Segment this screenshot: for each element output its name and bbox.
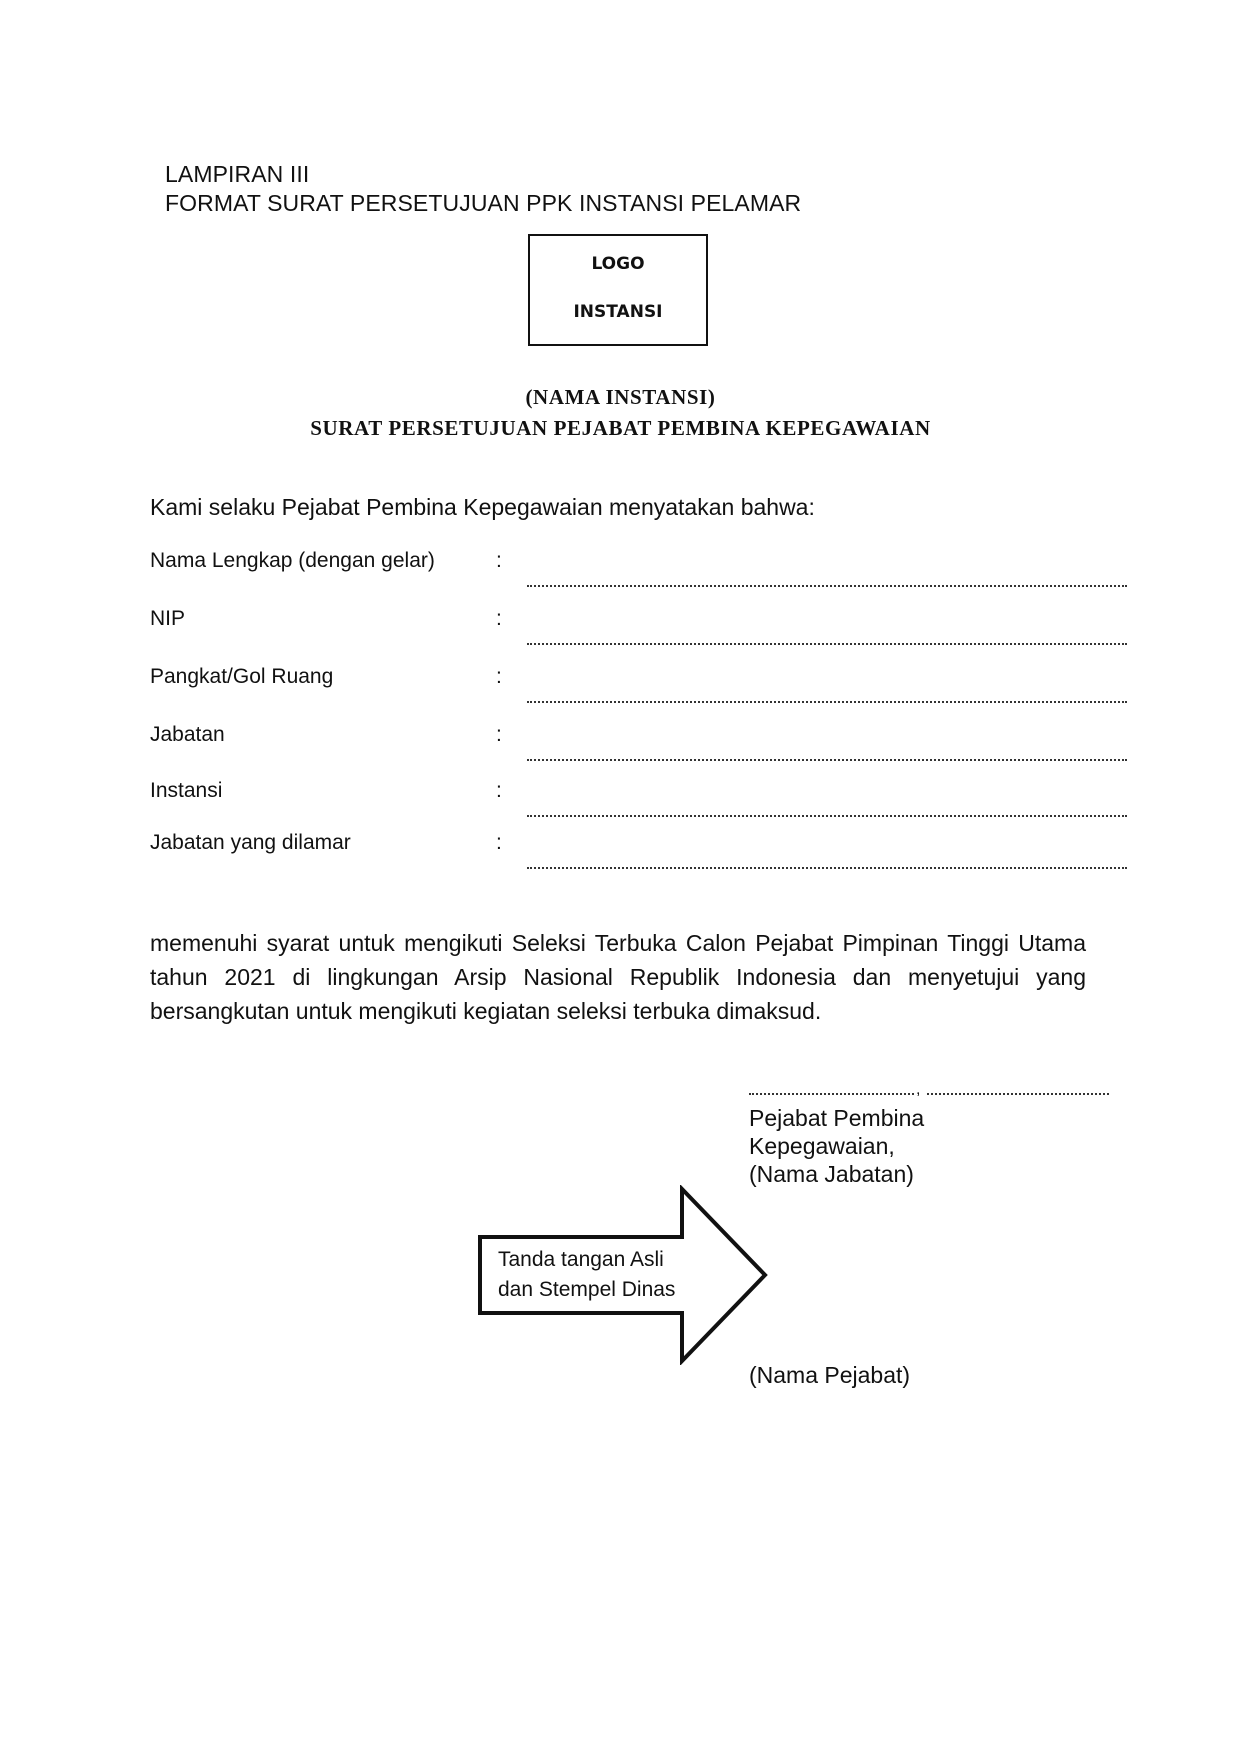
field-fill-line [527, 701, 1127, 703]
lampiran-title: LAMPIRAN III [165, 161, 310, 187]
signature-instruction [498, 1245, 678, 1305]
logo-placeholder-line1: LOGO [591, 254, 645, 274]
approval-paragraph: memenuhi syarat untuk mengikuti Seleksi Terbuka Calon Pejabat Pimpinan Tinggi Utama tahun 2021 di lingkungan Arsip Nasional Republik Indonesia dan menyetujui yang bersangkutan untuk mengikuti kegiatan seleksi terbuka dimaksud. [150, 930, 1086, 1024]
intro-statement: Kami selaku Pejabat Pembina Kepegawaian menyatakan bahwa: [150, 494, 815, 520]
field-label: Pangkat/Gol Ruang [150, 665, 334, 688]
field-row-jabatan-dilamar [150, 831, 1130, 889]
field-fill-line [527, 643, 1127, 645]
field-row-nip [150, 607, 1130, 665]
signature-instruction-line1: Tanda tangan Asli [498, 1248, 664, 1271]
lampiran-header [165, 160, 801, 218]
field-label: Instansi [150, 779, 223, 802]
field-row-pangkat [150, 665, 1130, 723]
place-fill-line [749, 1093, 914, 1095]
field-row-nama-lengkap [150, 549, 1130, 607]
field-label: Jabatan [150, 723, 225, 746]
signatory-name: (Nama Pejabat) [749, 1362, 911, 1388]
signatory-title-line2: Kepegawaian, [749, 1133, 895, 1159]
field-fill-line [527, 759, 1127, 761]
field-colon: : [496, 665, 502, 688]
logo-placeholder [528, 234, 708, 346]
field-fill-line [527, 867, 1127, 869]
field-fill-line [527, 815, 1127, 817]
field-colon: : [496, 607, 502, 630]
field-row-jabatan [150, 723, 1130, 781]
field-colon: : [496, 779, 502, 802]
field-label: NIP [150, 607, 186, 630]
signatory-title-line1: Pejabat Pembina [749, 1105, 925, 1131]
lampiran-subtitle: FORMAT SURAT PERSETUJUAN PPK INSTANSI PELAMAR [165, 190, 802, 216]
institution-name-heading: (NAMA INSTANSI) [525, 385, 716, 409]
logo-placeholder-line2: INSTANSI [573, 302, 663, 322]
signatory-position: (Nama Jabatan) [749, 1161, 914, 1187]
field-colon: : [496, 549, 502, 572]
field-label: Jabatan yang dilamar [150, 831, 351, 854]
signature-instruction-line2: dan Stempel Dinas [498, 1278, 676, 1301]
field-colon: : [496, 831, 502, 854]
field-row-instansi [150, 779, 1130, 837]
field-fill-line [527, 585, 1127, 587]
field-label: Nama Lengkap (dengan gelar) [150, 549, 435, 572]
signatory-block [749, 1104, 969, 1188]
place-date-comma: , [916, 1081, 921, 1098]
field-colon: : [496, 723, 502, 746]
date-fill-line [927, 1093, 1109, 1095]
letter-title-heading: SURAT PERSETUJUAN PEJABAT PEMBINA KEPEGAWAIAN [310, 416, 931, 440]
